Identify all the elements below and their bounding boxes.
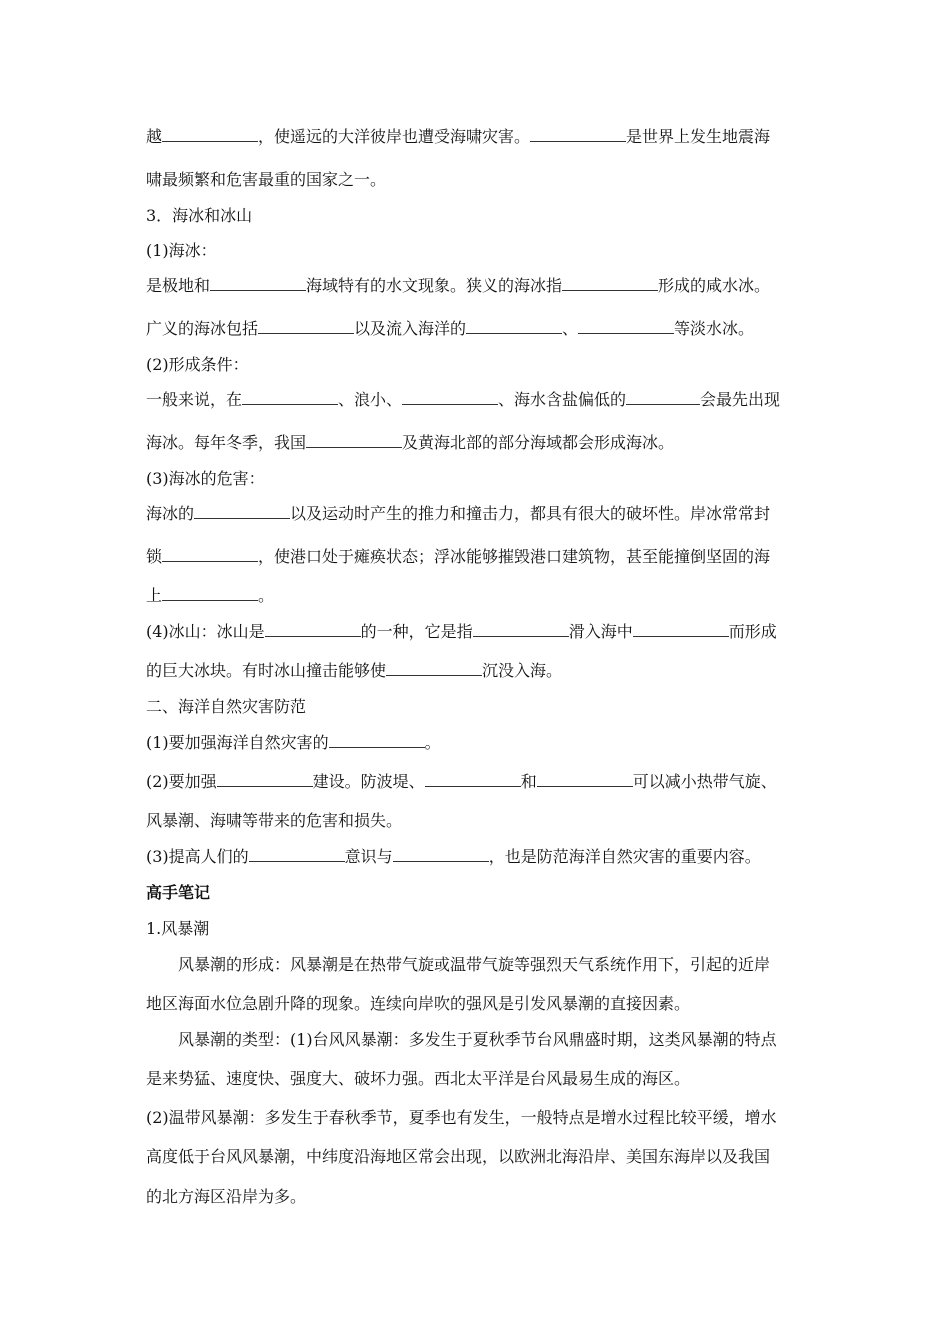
text-line: (2)要加强 建设。防波堤、 和 可以减小热带气旋、 [146,772,777,791]
section-heading: 3．海冰和冰山 [146,206,253,225]
fill-blank[interactable] [265,622,361,637]
fill-blank[interactable] [329,733,425,748]
fill-blank[interactable] [626,390,700,405]
text-line: (3)提高人们的 意识与 ，也是防范海洋自然灾害的重要内容。 [146,847,761,866]
fill-blank[interactable] [242,390,338,405]
text-line: 越 ，使遥远的大洋彼岸也遭受海啸灾害。 是世界上发生地震海 [146,127,771,146]
text-line: 上 。 [146,586,275,605]
fill-blank[interactable] [162,547,258,562]
paragraph-line: 的北方海区沿岸为多。 [146,1187,307,1206]
fill-blank[interactable] [162,586,258,601]
fill-blank[interactable] [473,622,569,637]
fill-blank[interactable] [537,772,633,787]
text-line: 锁 ，使港口处于瘫痪状态；浮冰能够摧毁港口建筑物，甚至能撞倒坚固的海 [146,547,771,566]
paragraph-line: 地区海面水位急剧升降的现象。连续向岸吹的强风是引发风暴潮的直接因素。 [146,994,691,1013]
text-line: (1)要加强海洋自然灾害的 。 [146,733,441,752]
notes-subheading: 1.风暴潮 [146,919,210,938]
paragraph-line: 风暴潮的形成：风暴潮是在热带气旋或温带气旋等强烈天气系统作用下，引起的近岸 [178,955,771,974]
subsection-heading: (1)海冰： [146,241,217,260]
notes-heading: 高手笔记 [146,883,211,902]
text-line: (4)冰山：冰山是 的一种，它是指 滑入海中 而形成 [146,622,777,641]
section-heading: 二、海洋自然灾害防范 [146,697,307,716]
subsection-heading: (3)海冰的危害： [146,469,265,488]
fill-blank[interactable] [386,661,482,676]
text-line: 海冰。每年冬季，我国 及黄海北部的部分海域都会形成海冰。 [146,433,675,452]
fill-blank[interactable] [530,127,626,142]
text-line: 风暴潮、海啸等带来的危害和损失。 [146,811,403,830]
text-line: 啸最频繁和危害最重的国家之一。 [146,170,387,189]
fill-blank[interactable] [194,504,290,519]
fill-blank[interactable] [258,319,354,334]
fill-blank[interactable] [425,772,521,787]
paragraph-line: 是来势猛、速度快、强度大、破坏力强。西北太平洋是台风最易生成的海区。 [146,1069,691,1088]
paragraph-line: 高度低于台风风暴潮，中纬度沿海地区常会出现，以欧洲北海沿岸、美国东海岸以及我国 [146,1147,771,1166]
fill-blank[interactable] [393,847,489,862]
text-line: 一般来说，在 、浪小、 、海水含盐偏低的 会最先出现 [146,390,781,409]
paragraph-line: 风暴潮的类型：(1)台风风暴潮：多发生于夏秋季节台风鼎盛时期，这类风暴潮的特点 [178,1030,777,1049]
text-line: 的巨大冰块。有时冰山撞击能够使 沉没入海。 [146,661,563,680]
text-line: 广义的海冰包括 以及流入海洋的 、 等淡水冰。 [146,319,755,338]
fill-blank[interactable] [402,390,498,405]
fill-blank[interactable] [217,772,313,787]
paragraph-line: (2)温带风暴潮：多发生于春秋季节，夏季也有发生，一般特点是增水过程比较平缓，增水 [146,1108,777,1127]
fill-blank[interactable] [633,622,729,637]
subsection-heading: (2)形成条件： [146,355,249,374]
fill-blank[interactable] [306,433,402,448]
fill-blank[interactable] [249,847,345,862]
text-line: 是极地和 海域特有的水文现象。狭义的海冰指 形成的咸水冰。 [146,276,771,295]
text-line: 海冰的 以及运动时产生的推力和撞击力，都具有很大的破坏性。岸冰常常封 [146,504,771,523]
fill-blank[interactable] [162,127,258,142]
fill-blank[interactable] [578,319,674,334]
fill-blank[interactable] [562,276,658,291]
fill-blank[interactable] [210,276,306,291]
fill-blank[interactable] [466,319,562,334]
